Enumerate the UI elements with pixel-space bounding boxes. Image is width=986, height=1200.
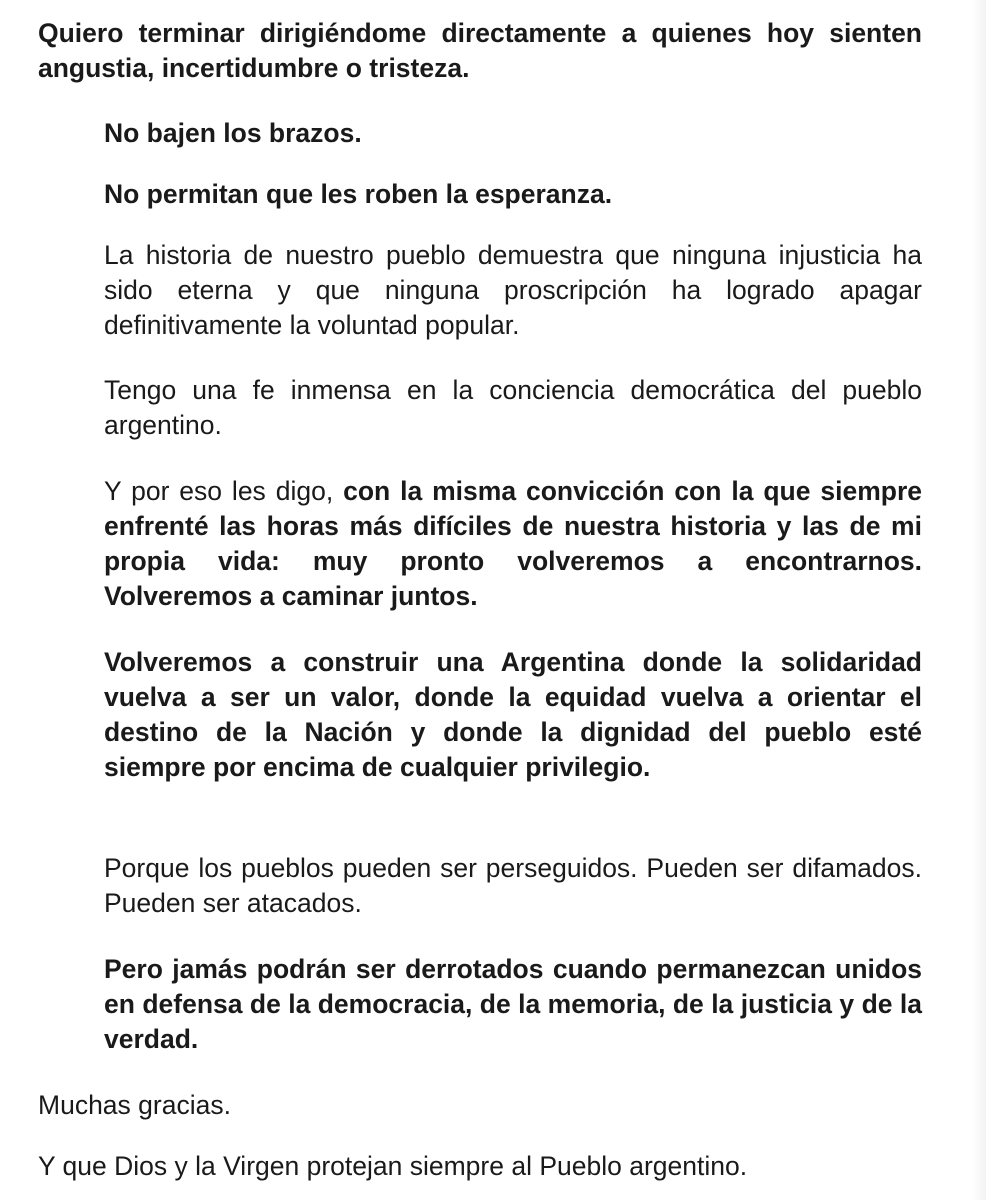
paragraph-dios: Y que Dios y la Virgen protejan siempre al Pueblo argentino. bbox=[38, 1151, 748, 1181]
paragraph-por-eso bbox=[104, 474, 922, 614]
page-edge-shadow bbox=[972, 0, 986, 1200]
paragraph-construir: Volveremos a construir una Argentina donde la solidaridad vuelva a ser un valor, donde la equidad vuelva a orientar el destino de la Nación y donde la dignidad del pueblo esté siempre por encima de cualquier privilegio. bbox=[104, 647, 922, 782]
por-eso-bold-text: con la misma convicción con la que siempre enfrenté las horas más difíciles de nuestra historia y las de mi propia vida: muy pronto volveremos a encontrarnos. Volveremos a caminar juntos. bbox=[104, 476, 922, 611]
paragraph-historia: La historia de nuestro pueblo demuestra que ninguna injusticia ha sido eterna y que ninguna proscripción ha logrado apagar definitivamente la voluntad popular. bbox=[104, 240, 922, 340]
paragraph-pueblos: Porque los pueblos pueden ser perseguidos. Pueden ser difamados. Pueden ser atacados. bbox=[104, 853, 922, 918]
paragraph-no-permitan: No permitan que les roben la esperanza. bbox=[104, 179, 613, 209]
paragraph-gracias: Muchas gracias. bbox=[38, 1090, 231, 1120]
paragraph-fe: Tengo una fe inmensa en la conciencia democrática del pueblo argentino. bbox=[104, 375, 922, 440]
por-eso-regular-text: Y por eso les digo, bbox=[104, 476, 344, 506]
paragraph-jamas: Pero jamás podrán ser derrotados cuando permanezcan unidos en defensa de la democracia, de la memoria, de la justicia y de la verdad. bbox=[104, 954, 922, 1054]
paragraph-intro: Quiero terminar dirigiéndome directamente a quienes hoy sienten angustia, incertidumbre o tristeza. bbox=[38, 18, 922, 83]
paragraph-no-bajen: No bajen los brazos. bbox=[104, 118, 362, 148]
